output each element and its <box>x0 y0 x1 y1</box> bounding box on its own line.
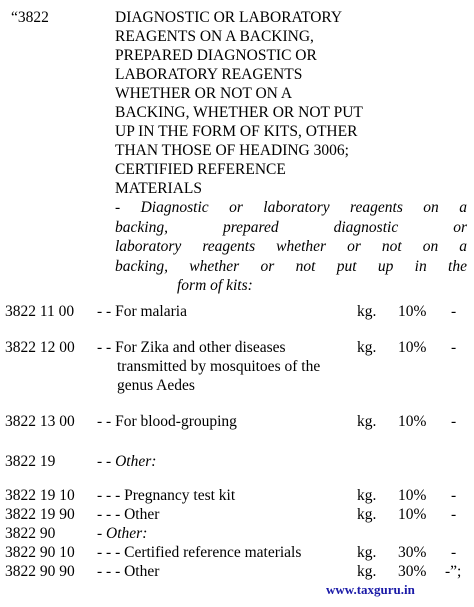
heading-title-line: LABORATORY REAGENTS <box>115 66 303 83</box>
tariff-rate: 30% <box>398 544 427 561</box>
tariff-extra: - <box>451 413 457 430</box>
tariff-description: - - For blood-grouping <box>97 413 237 430</box>
tariff-extra: - <box>451 506 457 523</box>
heading-title-line: MATERIALS <box>115 180 202 197</box>
tariff-row <box>0 412 474 431</box>
heading-title-line: WHETHER OR NOT ON A <box>115 85 293 102</box>
sub-heading-line: form of kits: <box>177 277 253 294</box>
tariff-rate: 10% <box>398 413 427 430</box>
heading-title-line: UP IN THE FORM OF KITS, OTHER <box>115 123 358 140</box>
tariff-row <box>0 543 474 562</box>
tariff-row <box>0 505 474 524</box>
heading-code: “3822 <box>11 9 49 26</box>
tariff-code: 3822 90 <box>5 525 56 542</box>
sub-heading-line: backing, whether or not put up in the <box>115 257 467 275</box>
tariff-code: 3822 13 00 <box>5 413 75 430</box>
tariff-unit: kg. <box>357 506 377 523</box>
sub-heading-line: backing, prepared diagnostic or <box>115 218 467 236</box>
heading-title-line: THAN THOSE OF HEADING 3006; <box>115 142 349 159</box>
heading-title-line: CERTIFIED REFERENCE <box>115 161 286 178</box>
tariff-code: 3822 19 90 <box>5 506 75 523</box>
tariff-extra: - <box>451 339 457 356</box>
tariff-extra: - <box>451 487 457 504</box>
tariff-extra: - <box>451 303 457 320</box>
tariff-row <box>0 524 474 543</box>
tariff-code: 3822 19 <box>5 453 56 470</box>
tariff-description-line: transmitted by mosquitoes of the <box>117 358 321 375</box>
sub-heading-line: - Diagnostic or laboratory reagents on a <box>115 199 467 216</box>
tariff-code: 3822 12 00 <box>5 339 75 356</box>
heading-title-line: PREPARED DIAGNOSTIC OR <box>115 47 317 64</box>
tariff-unit: kg. <box>357 487 377 504</box>
tariff-unit: kg. <box>357 544 377 561</box>
tariff-description-line: - - For Zika and other diseases <box>97 339 286 356</box>
tariff-row <box>0 338 474 395</box>
tariff-row <box>0 486 474 505</box>
tariff-description <box>97 338 320 395</box>
tariff-unit: kg. <box>357 413 377 430</box>
tariff-unit: kg. <box>357 339 377 356</box>
watermark: www.taxguru.in <box>326 582 415 597</box>
heading-title-line: REAGENTS ON A BACKING, <box>115 28 314 45</box>
tariff-unit: kg. <box>357 303 377 320</box>
tariff-extra: -”; <box>445 563 462 580</box>
tariff-code: 3822 19 10 <box>5 487 75 504</box>
tariff-code: 3822 11 00 <box>5 303 75 320</box>
tariff-row <box>0 302 474 321</box>
tariff-code: 3822 90 10 <box>5 544 75 561</box>
tariff-description: - - - Other <box>97 506 160 523</box>
tariff-rate: 30% <box>398 563 427 580</box>
tariff-description: - - Other: <box>97 453 157 470</box>
tariff-rate: 10% <box>398 339 427 356</box>
tariff-description: - Other: <box>97 525 148 542</box>
tariff-description: - - For malaria <box>97 303 187 320</box>
tariff-rate: 10% <box>398 303 427 320</box>
tariff-description: - - - Certified reference materials <box>97 544 302 561</box>
tariff-row <box>0 562 474 581</box>
tariff-code: 3822 90 90 <box>5 563 75 580</box>
tariff-rate: 10% <box>398 487 427 504</box>
heading-title-line: DIAGNOSTIC OR LABORATORY <box>115 9 343 26</box>
heading-title-line: BACKING, WHETHER OR NOT PUT <box>115 104 363 121</box>
tariff-description: - - - Other <box>97 563 160 580</box>
tariff-extra: - <box>451 544 457 561</box>
sub-heading-line: laboratory reagents whether or not on a <box>115 238 467 255</box>
tariff-description-line: genus Aedes <box>117 377 195 394</box>
heading-title <box>115 8 465 198</box>
tariff-rate: 10% <box>398 506 427 523</box>
tariff-description: - - - Pregnancy test kit <box>97 487 236 504</box>
tariff-row <box>0 452 474 471</box>
tariff-unit: kg. <box>357 563 377 580</box>
sub-heading <box>115 198 467 296</box>
